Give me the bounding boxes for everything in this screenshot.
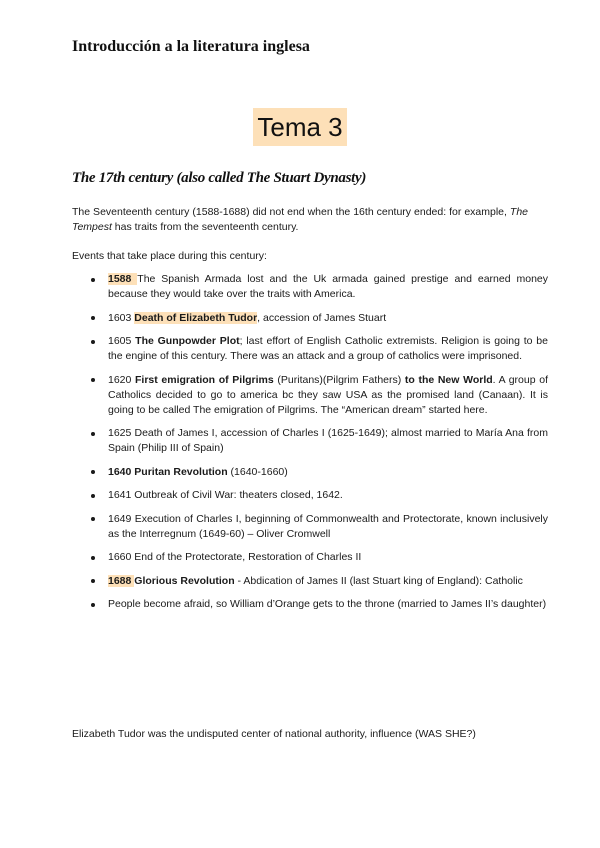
- list-item: 1625 Death of James I, accession of Charles I (1625-1649); almost married to María Ana from Spain (Philip III of Spain): [108, 427, 548, 454]
- event-title: First emigration of Pilgrims: [135, 373, 274, 386]
- event-year-highlight: 1688: [108, 574, 135, 587]
- list-item: 1649 Execution of Charles I, beginning of Commonwealth and Protectorate, known inclusively as the Interregnum (1649-60) – Oliver Cromwell: [108, 512, 548, 540]
- list-item: 1620 First emigration of Pilgrims (Puritans)(Pilgrim Fathers) to the New World. A group of Catholics decided to go to america bc they saw USA as the promised land (Canaan). It is going to be called The emigration of Pilgrims. The “American dream” started here.: [108, 373, 548, 416]
- list-item: 1588 The Spanish Armada lost and the Uk armada gained prestige and earned money because they would take over the traits with America.: [108, 273, 549, 300]
- section-heading: The 17th century (also called The Stuart Dynasty): [72, 170, 367, 186]
- event-title-2: to the New World: [404, 373, 493, 386]
- list-item: People become afraid, so William d’Orange gets to the throne (married to James II’s daughter): [108, 598, 547, 610]
- list-item: 1640 Puritan Revolution (1640-1660): [108, 465, 548, 480]
- event-year-highlight: 1588: [108, 273, 138, 285]
- events-list: [88, 272, 548, 621]
- closing-paragraph: Elizabeth Tudor was the undisputed center of national authority, influence (WAS SHE?): [72, 728, 476, 740]
- events-intro: Events that take place during this century:: [72, 250, 267, 262]
- event-title-highlight: Death of Elizabeth Tudor: [134, 311, 258, 324]
- tema-title: Tema 3: [253, 108, 346, 146]
- list-item: 1660 End of the Protectorate, Restoration of Charles II: [108, 550, 548, 565]
- tema-title-wrapper: [0, 108, 600, 146]
- document-header: Introducción a la literatura inglesa: [72, 38, 310, 55]
- list-item: 1605 The Gunpowder Plot; last effort of English Catholic extremists. Religion is going to be the engine of this century. There was an attack and a group of catholics were imprisoned.: [108, 335, 548, 362]
- list-item: 1641 Outbreak of Civil War: theaters closed, 1642.: [108, 488, 548, 503]
- list-item: 1603 Death of Elizabeth Tudor, accession of James Stuart: [108, 311, 548, 326]
- list-item: 1688 Glorious Revolution - Abdication of James II (last Stuart king of England): Catholic: [108, 574, 548, 589]
- event-title: The Gunpowder Plot: [135, 335, 240, 347]
- event-title: 1640 Puritan Revolution: [108, 465, 228, 478]
- intro-text-before: The Seventeenth century (1588-1688) did not end when the 16th century ended: for example,: [72, 206, 510, 218]
- intro-text-after: has traits from the seventeenth century.: [111, 220, 299, 233]
- event-title: Glorious Revolution: [134, 574, 235, 587]
- intro-italic-title: The Tempest: [72, 206, 528, 233]
- intro-paragraph: [72, 205, 528, 234]
